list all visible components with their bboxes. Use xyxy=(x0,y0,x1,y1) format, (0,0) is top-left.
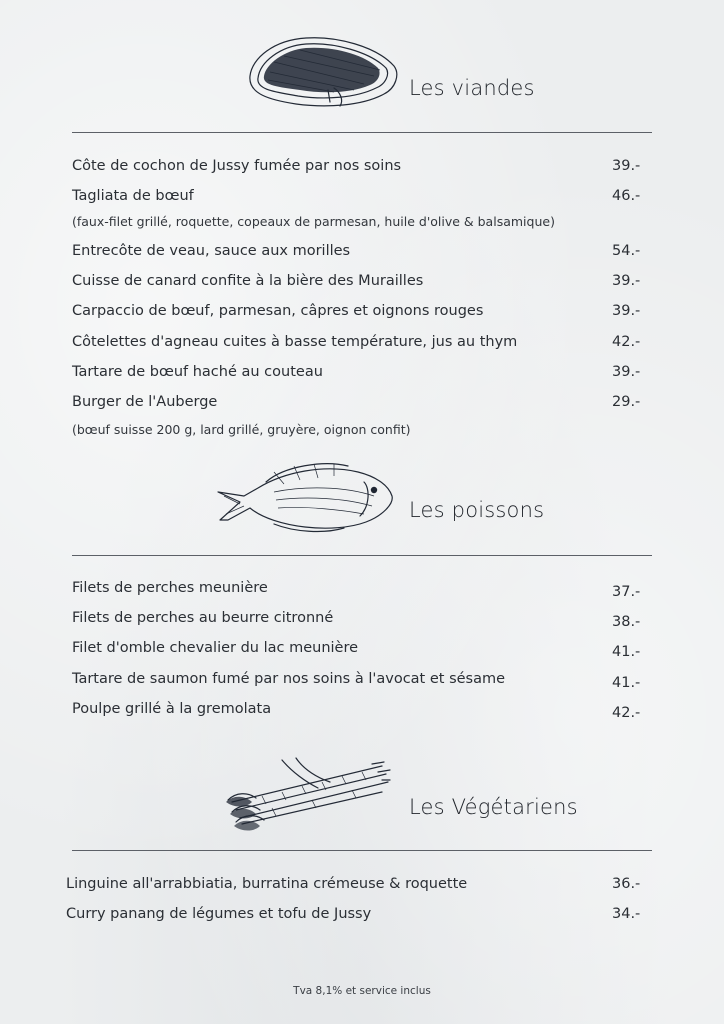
menu-item-price: 39.- xyxy=(612,158,641,174)
menu-item-name: Burger de l'Auberge xyxy=(72,394,218,410)
menu-item-name: Filet d'omble chevalier du lac meunière xyxy=(72,640,359,656)
divider xyxy=(72,132,652,133)
menu-item-name: Filets de perches au beurre citronné xyxy=(72,610,334,626)
menu-item-price: 41.- xyxy=(612,675,641,691)
section-title-viandes: Les viandes xyxy=(409,76,535,100)
menu-item-price: 41.- xyxy=(612,644,641,660)
menu-item-name: Linguine all'arrabbiatia, burratina crémeuse & roquette xyxy=(66,876,468,892)
menu-item-price: 36.- xyxy=(612,876,641,892)
menu-item-price: 39.- xyxy=(612,273,641,289)
menu-item-name: Cuisse de canard confite à la bière des Murailles xyxy=(72,273,424,289)
steak-icon xyxy=(244,32,402,112)
steak-illustration xyxy=(244,32,402,112)
menu-item-price: 34.- xyxy=(612,906,641,922)
menu-item-price: 46.- xyxy=(612,188,641,204)
menu-item-price: 39.- xyxy=(612,303,641,319)
menu-item-note: (faux-filet grillé, roquette, copeaux de parmesan, huile d'olive & balsamique) xyxy=(72,214,555,229)
menu-item-name: Carpaccio de bœuf, parmesan, câpres et oignons rouges xyxy=(72,303,484,319)
menu-item-price: 37.- xyxy=(612,584,641,600)
menu-item-name: Tartare de saumon fumé par nos soins à l'avocat et sésame xyxy=(72,671,506,687)
menu-item-price: 42.- xyxy=(612,705,641,721)
footer-note: Tva 8,1% et service inclus xyxy=(293,985,431,997)
fish-icon xyxy=(214,458,398,538)
menu-item-name: Poulpe grillé à la gremolata xyxy=(72,701,272,717)
menu-item-name: Côtelettes d'agneau cuites à basse température, jus au thym xyxy=(72,334,518,350)
menu-item-price: 38.- xyxy=(612,614,641,630)
menu-item-price: 54.- xyxy=(612,243,641,259)
menu-item-name: Côte de cochon de Jussy fumée par nos soins xyxy=(72,158,402,174)
menu-item-name: Tartare de bœuf haché au couteau xyxy=(72,364,323,380)
asparagus-illustration xyxy=(222,752,392,840)
section-title-poissons: Les poissons xyxy=(409,498,545,522)
menu-item-price: 29.- xyxy=(612,394,641,410)
menu-item-price: 39.- xyxy=(612,364,641,380)
divider xyxy=(72,850,652,851)
asparagus-icon xyxy=(222,752,392,840)
menu-item-name: Curry panang de légumes et tofu de Jussy xyxy=(66,906,372,922)
menu-item-price: 42.- xyxy=(612,334,641,350)
divider xyxy=(72,555,652,556)
section-title-vegetariens: Les Végétariens xyxy=(409,795,578,819)
menu-item-note: (bœuf suisse 200 g, lard grillé, gruyère, oignon confit) xyxy=(72,422,411,437)
menu-item-name: Entrecôte de veau, sauce aux morilles xyxy=(72,243,351,259)
menu-item-name: Filets de perches meunière xyxy=(72,580,268,596)
fish-illustration xyxy=(214,458,398,538)
menu-item-name: Tagliata de bœuf xyxy=(72,188,194,204)
